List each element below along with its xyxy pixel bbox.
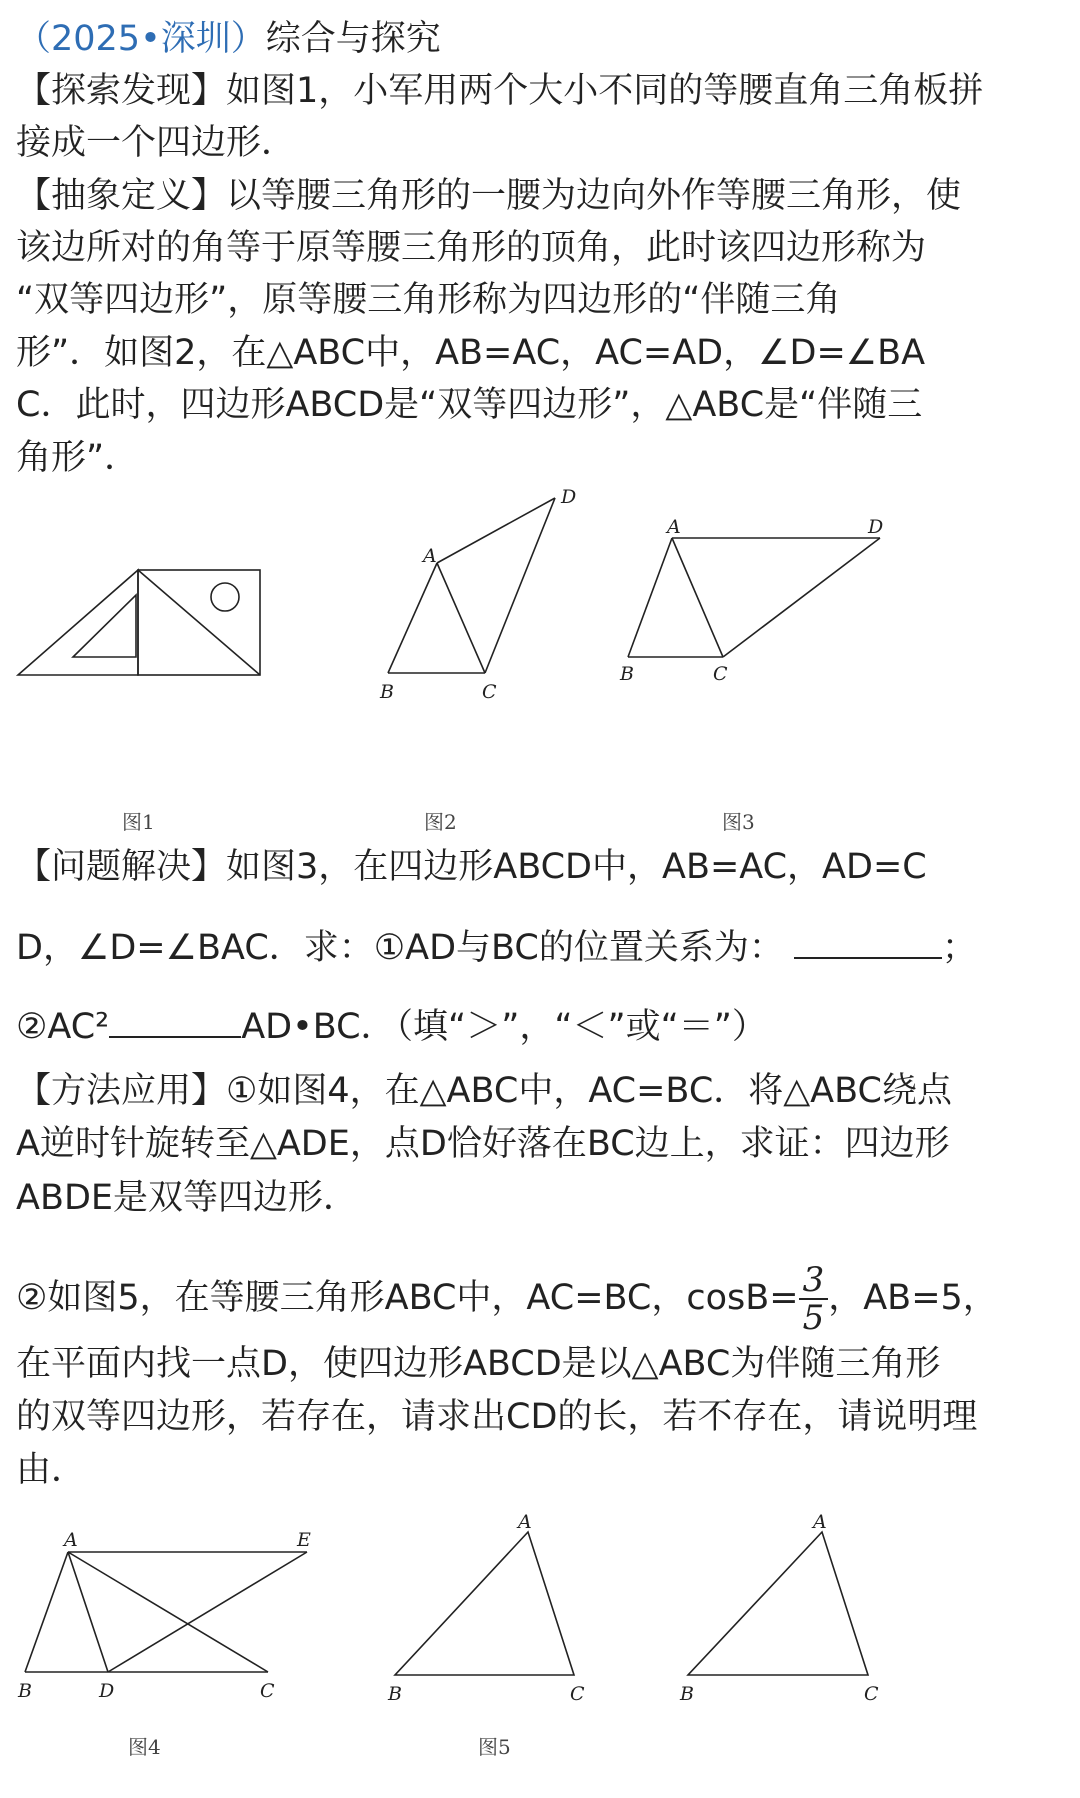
fig4-label-e: E [297,1529,311,1551]
discover-line-2: 接成一个四边形． [16,123,297,163]
define-line-4: 形”．如图2，在△ABC中，AB=AC，AC=AD，∠D=∠BA [16,333,926,373]
discover-line-1: 【探索发现】如图1，小军用两个大小不同的等腰直角三角板拼 [16,71,984,111]
apply2-line-4: 由． [16,1450,87,1490]
define-line-3: “双等四边形”，原等腰三角形称为四边形的“伴随三角 [16,280,841,320]
solve-line-3: ②AC² AD•BC．（填“＞”，“＜”或“＝”） [16,1007,767,1047]
fig3-label-b: B [620,663,634,685]
apply1-line-2: A逆时针旋转至△ADE，点D恰好落在BC边上，求证：四边形 [16,1124,950,1164]
fig4-label-a: A [64,1529,78,1551]
fig5-label-b: B [388,1683,402,1705]
apply1-line-3: ABDE是双等四边形． [16,1178,359,1218]
source-tag: （2025•深圳） [16,19,266,59]
fig2-label-c: C [482,681,497,703]
define-line-6: 角形”． [16,438,140,478]
problem-title: 综合与探究 [265,19,441,59]
figure-4 [25,1552,307,1672]
solve-line-2: D，∠D=∠BAC．求：①AD与BC的位置关系为： ； [16,928,977,968]
fig4-label-b: B [18,1680,32,1702]
fig6-label-b: B [680,1683,694,1705]
cos-fraction: $\frac{3}{5}$ [799,1262,829,1336]
figure-1-set-squares [18,570,260,675]
fig2-label-d: D [561,486,577,508]
define-line-2: 该边所对的角等于原等腰三角形的顶角，此时该四边形称为 [16,228,927,268]
apply2-line-2: 在平面内找一点D，使四边形ABCD是以△ABC为伴随三角形 [16,1344,941,1384]
header-line [16,17,1070,61]
fig4-label-c: C [260,1680,275,1702]
caption-fig-1: 图1 [122,810,155,834]
define-line-5: C．此时，四边形ABCD是“双等四边形”，△ABC是“伴随三 [16,385,923,425]
apply2-line-1: ②如图5，在等腰三角形ABC中，AC=BC，cosB= $\frac{3}{5}$ ，AB=5， [16,1260,998,1338]
figure-5-copy [688,1532,868,1675]
fig6-label-a: A [813,1511,827,1533]
apply1-line-1: 【方法应用】①如图4，在△ABC中，AC=BC．将△ABC绕点 [16,1071,952,1111]
answer-blank-2[interactable] [109,1008,241,1038]
caption-fig-2: 图2 [424,810,457,834]
apply2-line-3: 的双等四边形，若存在，请求出CD的长，若不存在，请说明理 [16,1397,978,1437]
fig5-label-c: C [570,1683,585,1705]
fig3-label-d: D [868,516,884,538]
fig6-label-c: C [864,1683,879,1705]
figure-3 [628,538,880,657]
fig5-label-a: A [518,1511,532,1533]
figure-row-1 [0,485,1080,730]
figure-2 [388,498,555,673]
caption-fig-3: 图3 [722,810,755,834]
fig4-label-d: D [99,1680,115,1702]
fig2-label-a: A [423,545,437,567]
solve-line-1: 【问题解决】如图3，在四边形ABCD中，AB=AC，AD=C [16,847,927,887]
fig2-label-b: B [380,681,394,703]
fig3-label-c: C [713,663,728,685]
caption-fig-4: 图4 [128,1735,161,1759]
fig3-label-a: A [667,516,681,538]
define-line-1: 【抽象定义】以等腰三角形的一腰为边向外作等腰三角形，使 [16,176,962,216]
figure-row-2 [0,1510,1080,1710]
answer-blank-1[interactable] [794,929,942,959]
caption-fig-5: 图5 [478,1735,511,1759]
figure-5 [395,1532,574,1675]
